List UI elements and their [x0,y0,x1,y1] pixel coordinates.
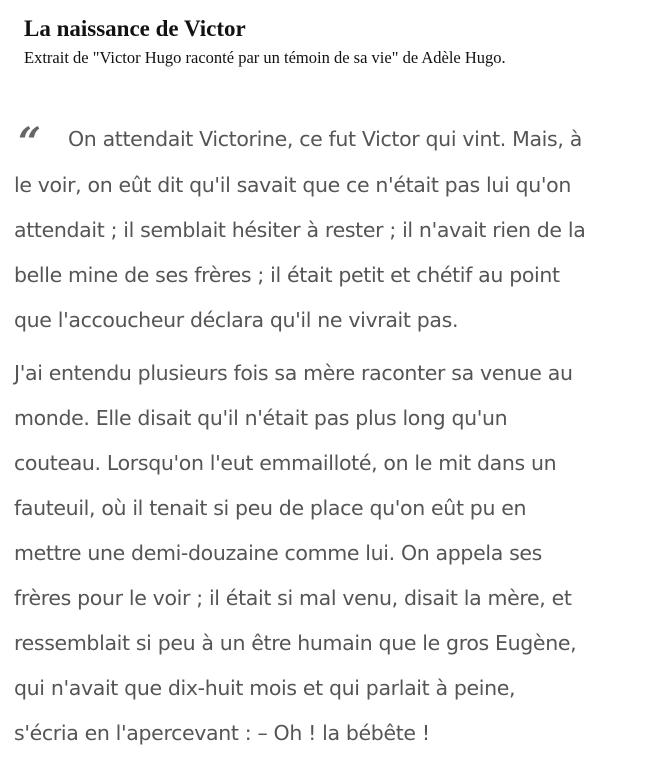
paragraph-line: belle mine de ses frères ; il était petit et chétif au point [14,263,560,287]
paragraph-line: frères pour le voir ; il était si mal venu, disait la mère, et [14,586,572,610]
paragraph-line: couteau. Lorsqu'on l'eut emmailloté, on le mit dans un [14,451,557,475]
paragraph-line: qui n'avait que dix-huit mois et qui parlait à peine, [14,676,516,700]
paragraph-line: J'ai entendu plusieurs fois sa mère raconter sa venue au [14,361,573,385]
quotation-mark-icon: “ [18,119,36,166]
paragraph-line: s'écria en l'apercevant : – Oh ! la bébête ! [14,721,430,745]
paragraph-2 [14,351,650,756]
paragraph-line: le voir, on eût dit qu'il savait que ce n'était pas lui qu'on [14,173,571,197]
paragraph-line: mettre une demi-douzaine comme lui. On appela ses [14,541,542,565]
page-title: La naissance de Victor [24,16,246,41]
paragraph-line: monde. Elle disait qu'il n'était pas plus long qu'un [14,406,508,430]
line-text: On attendait Victorine, ce fut Victor qui vint. Mais, à [68,127,582,151]
paragraph-line: fauteuil, où il tenait si peu de place qu'on eût pu en [14,496,527,520]
paragraph-1 [14,117,650,343]
article-header [24,14,650,70]
article-body [14,117,650,756]
paragraph-line: que l'accoucheur déclara qu'il ne vivrait pas. [14,308,459,332]
paragraph-line [14,117,650,166]
paragraph-line: ressemblait si peu à un être humain que le gros Eugène, [14,631,577,655]
paragraph-line: attendait ; il semblait hésiter à rester ; il n'avait rien de la [14,218,586,242]
page-subtitle: Extrait de "Victor Hugo raconté par un témoin de sa vie" de Adèle Hugo. [24,48,506,67]
